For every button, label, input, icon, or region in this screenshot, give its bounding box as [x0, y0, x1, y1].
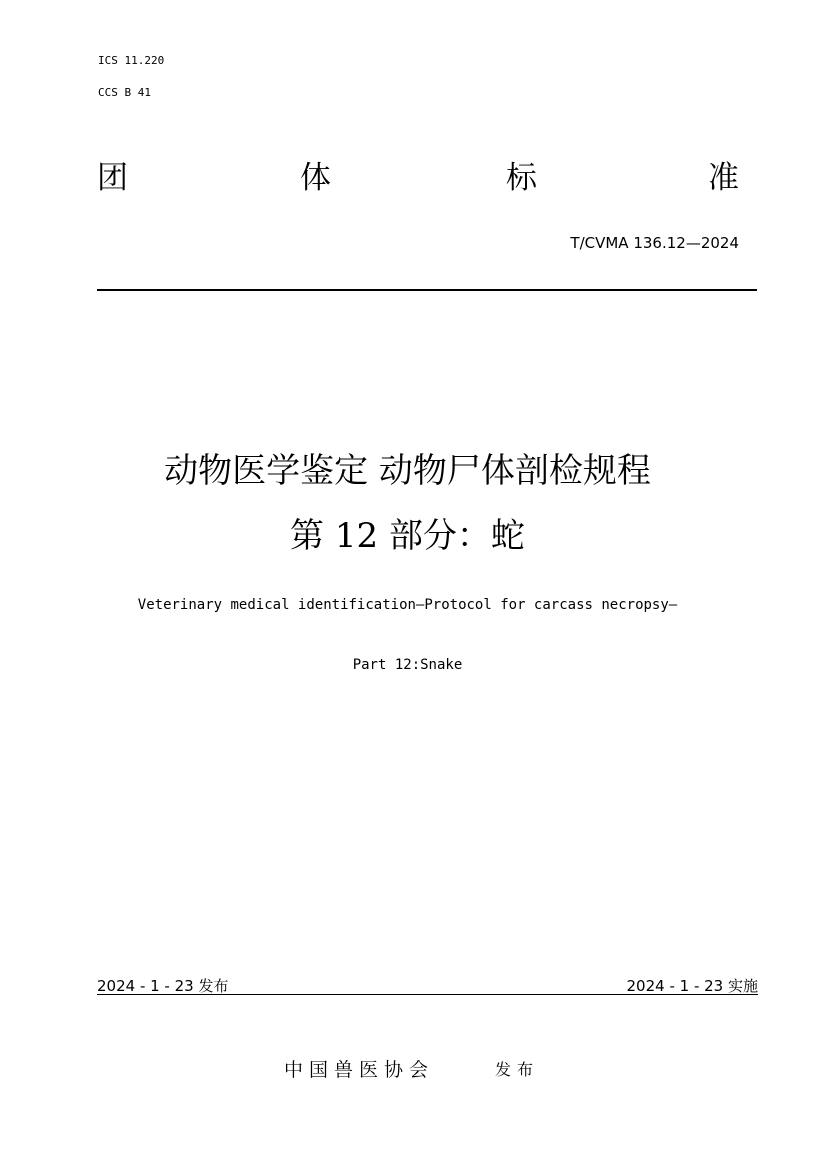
standard-type-char-4: 准 — [708, 160, 739, 196]
standard-type-char-1: 团 — [97, 160, 128, 196]
part-title-chinese — [0, 515, 815, 557]
implement-date: 2024 - 1 - 23 实施 — [626, 977, 758, 995]
ccs-code: CCS B 41 — [98, 86, 151, 99]
title-english: Veterinary medical identification—Protocol for carcass necropsy— — [137, 597, 678, 613]
part-title-english: Part 12:Snake — [352, 657, 463, 673]
standard-type-char-3: 标 — [506, 160, 537, 196]
part-suffix: 部分：蛇 — [388, 516, 525, 556]
top-divider — [97, 289, 757, 291]
publish-label: 发布 — [495, 1060, 540, 1079]
bottom-divider — [97, 994, 758, 995]
issue-date: 2024 - 1 - 23 发布 — [97, 977, 229, 995]
title-chinese: 动物医学鉴定 动物尸体剖检规程 — [164, 451, 651, 491]
standard-type-char-2: 体 — [300, 160, 331, 196]
part-number: 12 — [334, 516, 379, 556]
publisher-name: 中国兽医协会 — [284, 1059, 435, 1081]
standard-number: T/CVMA 136.12—2024 — [570, 234, 739, 252]
ics-code: ICS 11.220 — [98, 54, 165, 67]
part-prefix: 第 — [290, 516, 325, 556]
